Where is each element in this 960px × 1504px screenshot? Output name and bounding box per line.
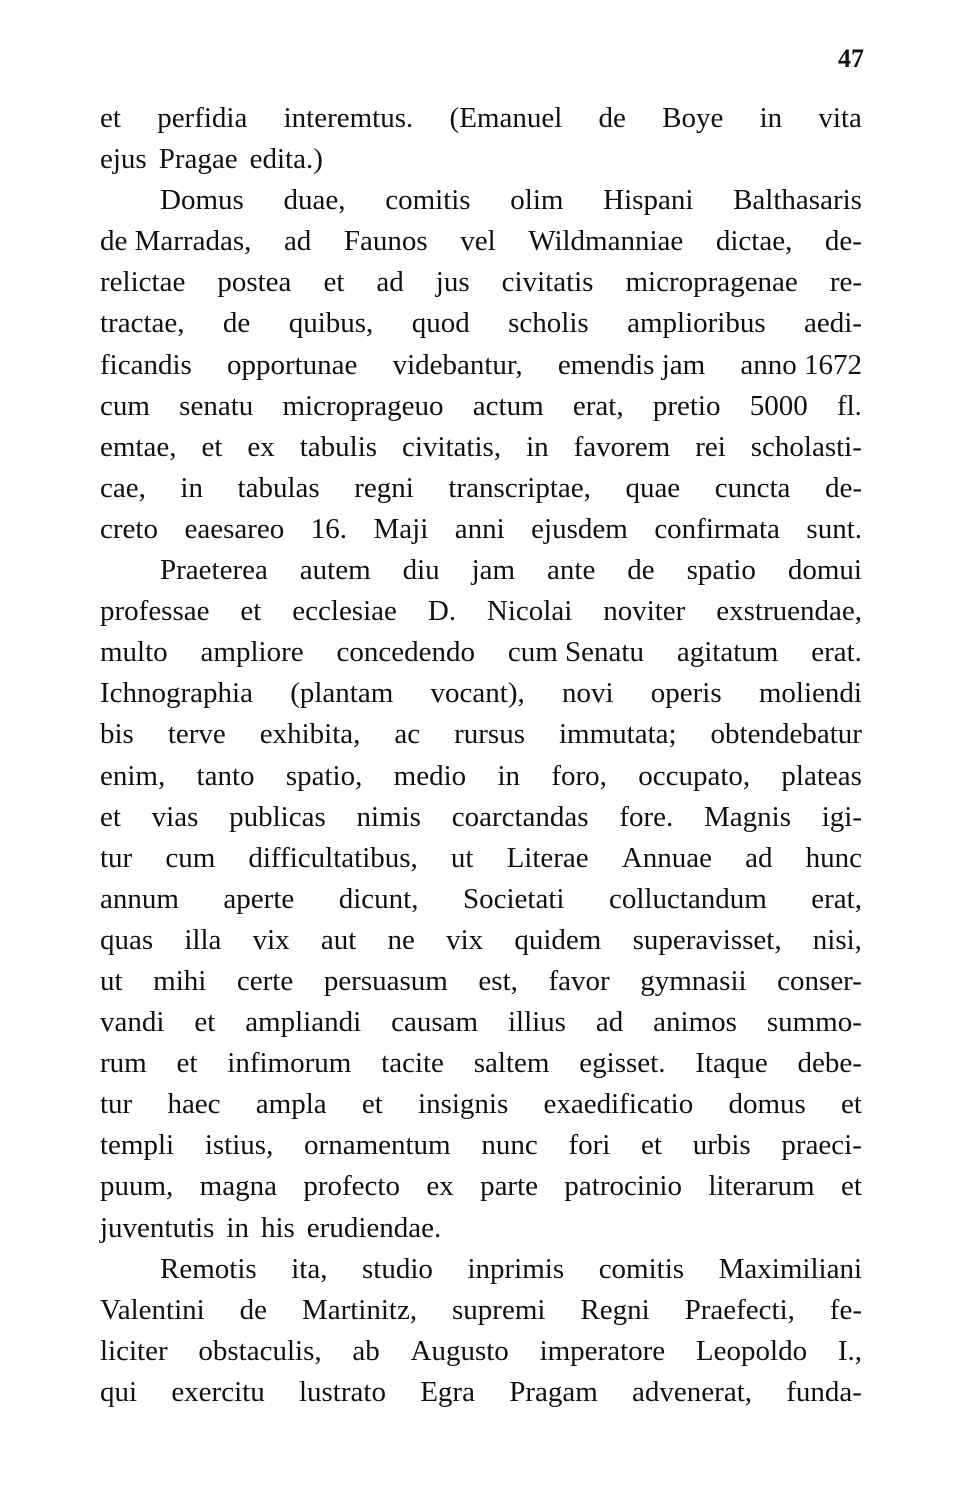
word: colluctandum [608, 882, 767, 915]
word: comitis [385, 184, 471, 217]
text-line [100, 1372, 862, 1413]
word: vandi [100, 1006, 165, 1039]
word: coarctandas [451, 800, 589, 833]
word: vix [446, 923, 484, 956]
word: micropragenae [625, 266, 798, 299]
word: Hispani [603, 184, 694, 217]
text-line [100, 1249, 862, 1290]
word: exaedificatio [543, 1088, 694, 1121]
word: Magnis [703, 800, 791, 833]
word: et [361, 1088, 383, 1121]
word: in [180, 471, 203, 504]
word: (plantam [290, 677, 394, 710]
text-line [100, 1290, 862, 1331]
word: multo [100, 636, 168, 669]
word: Martinitz, [301, 1293, 418, 1326]
word: postea [217, 266, 292, 299]
word: fori [568, 1129, 611, 1162]
word: puum, [100, 1170, 174, 1203]
word: et [841, 1088, 862, 1121]
text-line [100, 1166, 862, 1207]
word: terve [167, 718, 226, 751]
word: comitis [598, 1252, 685, 1285]
word: domus [728, 1088, 806, 1121]
word: in [497, 759, 521, 792]
text-line [100, 468, 862, 509]
word: ne [387, 923, 415, 956]
word: certe [236, 964, 294, 997]
word: ecclesiae [292, 595, 397, 628]
word: Faunos [343, 225, 428, 258]
word: haec [167, 1088, 221, 1121]
word: Nicolai [486, 595, 573, 628]
word: erat, [572, 389, 624, 422]
word: occupato, [638, 759, 751, 792]
word: amplioribus [627, 307, 766, 340]
word: Boye [662, 102, 724, 134]
word: ad [745, 841, 773, 874]
text-line [100, 838, 862, 879]
word: istius, [204, 1129, 274, 1162]
word: Literae [506, 841, 589, 874]
word: tur [100, 841, 133, 874]
word: Regni [580, 1293, 650, 1326]
word: imperatore [539, 1334, 666, 1367]
word: de- [824, 471, 862, 504]
word: emtae, [100, 430, 177, 463]
word: inprimis [467, 1252, 565, 1285]
word: et [201, 430, 223, 463]
word: Remotis [160, 1252, 257, 1285]
word: nisi, [812, 923, 862, 956]
text-line [100, 879, 862, 920]
text-line [100, 714, 862, 755]
text-line [100, 303, 862, 344]
word: ampliandi [245, 1006, 362, 1039]
word: vias [151, 800, 199, 833]
text-line [100, 961, 862, 1002]
word: hunc [805, 841, 862, 874]
word: dictae, [715, 225, 793, 258]
word: quod [411, 307, 470, 340]
word: ab [352, 1334, 380, 1367]
word: in [526, 430, 549, 463]
text-line [100, 1331, 862, 1372]
word: erat, [811, 882, 862, 915]
word: foro, [551, 759, 607, 792]
word: de Marradas, [100, 225, 252, 258]
word: exhibita, [259, 718, 361, 751]
word: igi- [821, 800, 862, 833]
text-line [100, 509, 862, 550]
word: transcriptae, [448, 471, 591, 504]
word: ex [426, 1170, 454, 1203]
word: rum [100, 1047, 147, 1080]
word: et [100, 800, 121, 833]
word: bis [100, 718, 134, 751]
word: patrocinio [564, 1170, 682, 1203]
word: enim, [100, 759, 166, 792]
word: regni [354, 471, 414, 504]
word: Wildmanniae [528, 225, 684, 258]
word: quas [100, 923, 154, 956]
word: 16. [310, 512, 347, 545]
word: eaesareo [184, 512, 285, 545]
word: ejus [100, 143, 147, 176]
word: jam [471, 554, 516, 587]
word: cum Senatu [507, 636, 644, 669]
word: tacite [381, 1047, 444, 1080]
word: rei [695, 430, 726, 463]
word: et [840, 1170, 862, 1203]
word: spatio, [285, 759, 363, 792]
word: scholis [508, 307, 589, 340]
word: liciter [100, 1334, 168, 1367]
word: tur [100, 1088, 133, 1121]
word: pretio [652, 389, 721, 422]
word: medio [393, 759, 467, 792]
word: ut [100, 964, 123, 997]
body-text [100, 98, 862, 1413]
word: Maximiliani [718, 1252, 862, 1285]
word: templi [100, 1129, 175, 1162]
word: jus [435, 266, 470, 299]
word: videbantur, [392, 348, 523, 381]
word: de [239, 1293, 267, 1326]
word: ornamentum [304, 1129, 451, 1162]
word: Egra [420, 1375, 475, 1408]
word: plateas [781, 759, 862, 792]
text-line [100, 1084, 862, 1125]
word: erudiendae. [306, 1211, 442, 1244]
word: et [323, 266, 345, 299]
word: fl. [836, 389, 862, 422]
word: debe- [797, 1047, 862, 1080]
word: concedendo [336, 636, 475, 669]
word: conser- [777, 964, 862, 997]
word: Societati [462, 882, 565, 915]
text-line [100, 1043, 862, 1084]
word: D. [427, 595, 457, 628]
word: moliendi [758, 677, 862, 710]
word: aperte [223, 882, 295, 915]
word: Domus [160, 184, 244, 217]
text-line [100, 221, 862, 262]
word: agitatum [676, 636, 779, 669]
word: Praefecti, [684, 1293, 795, 1326]
word: novi [561, 677, 614, 710]
word: erat. [811, 636, 862, 669]
word: confirmata [654, 512, 780, 545]
word: operis [650, 677, 722, 710]
text-line [100, 1002, 862, 1043]
word: autem [299, 554, 371, 587]
text-line [100, 1125, 862, 1166]
word: microprageuo [282, 389, 444, 422]
word: aedi- [804, 307, 862, 340]
text-line [100, 632, 862, 673]
word: infimorum [227, 1047, 352, 1080]
word: difficultatibus, [248, 841, 418, 874]
word: Praeterea [160, 554, 268, 587]
word: noviter [603, 595, 686, 628]
word: creto [100, 512, 158, 545]
word: in [226, 1211, 249, 1244]
word: funda- [786, 1375, 862, 1408]
word: Ichnographia [100, 677, 253, 710]
word: sunt. [806, 512, 862, 545]
word: fe- [829, 1293, 862, 1326]
word: magna [199, 1170, 277, 1203]
word: egisset. [579, 1047, 666, 1080]
word: nunc [481, 1129, 538, 1162]
text-line [100, 427, 862, 468]
word: superavisset, [632, 923, 782, 956]
word: professae [100, 595, 210, 628]
word: opportunae [226, 348, 358, 381]
word: gymnasii [640, 964, 747, 997]
word: et [641, 1129, 662, 1162]
word: et [100, 102, 121, 134]
word: parte [480, 1170, 539, 1203]
word: est, [478, 964, 518, 997]
word: Annuae [621, 841, 712, 874]
text-line [100, 673, 862, 714]
word: Augusto [410, 1334, 509, 1367]
text-line [100, 262, 862, 303]
text-line [100, 756, 862, 797]
word: vocant), [430, 677, 525, 710]
text-line [100, 139, 862, 180]
word: Pragam [509, 1375, 598, 1408]
word: tanto [196, 759, 255, 792]
text-line [100, 386, 862, 427]
word: olim [510, 184, 564, 217]
word: domui [787, 554, 862, 587]
word: studio [362, 1252, 433, 1285]
word: ampliore [200, 636, 304, 669]
word: scholasti- [750, 430, 862, 463]
word: ad [595, 1006, 624, 1039]
word: dicunt, [338, 882, 419, 915]
word: et [240, 595, 262, 628]
word: aut [320, 923, 357, 956]
word: ita, [291, 1252, 328, 1285]
word: perfidia [157, 102, 248, 134]
word: Valentini [100, 1293, 205, 1326]
word: his [260, 1211, 295, 1244]
word: qui [100, 1375, 138, 1408]
word: Itaque [695, 1047, 768, 1080]
word: et [194, 1006, 216, 1039]
word: ut [450, 841, 474, 874]
word: actum [472, 389, 544, 422]
word: obstaculis, [198, 1334, 322, 1367]
word: (Emanuel [449, 102, 563, 134]
word: rursus [454, 718, 525, 751]
word: vix [252, 923, 290, 956]
word: cum [100, 389, 150, 422]
word: exstruendae, [716, 595, 862, 628]
word: duae, [283, 184, 346, 217]
word: 5000 [749, 389, 808, 422]
word: senatu [179, 389, 254, 422]
text-line [100, 98, 862, 139]
text-line [100, 345, 862, 386]
word: diu [402, 554, 440, 587]
word: immutata; [558, 718, 677, 751]
word: tabulis [299, 430, 378, 463]
word: juventutis [100, 1211, 215, 1244]
word: exercitu [171, 1375, 265, 1408]
word: fore. [619, 800, 674, 833]
word: profecto [303, 1170, 400, 1203]
word: mihi [153, 964, 207, 997]
word: de [598, 102, 626, 134]
word: vita [818, 102, 862, 134]
word: annum [100, 882, 179, 915]
word: ampla [255, 1088, 327, 1121]
word: lustrato [298, 1375, 386, 1408]
word: ad [283, 225, 312, 258]
word: cae, [100, 471, 146, 504]
text-line [100, 591, 862, 632]
word: interemtus. [283, 102, 414, 134]
word: de [627, 554, 655, 587]
word: publicas [229, 800, 326, 833]
word: saltem [473, 1047, 550, 1080]
word: nimis [356, 800, 421, 833]
word: ac [394, 718, 421, 751]
word: spatio [686, 554, 756, 587]
word: literarum [708, 1170, 815, 1203]
text-line [100, 550, 862, 591]
word: ante [547, 554, 596, 587]
word: tabulas [237, 471, 320, 504]
word: re- [829, 266, 862, 299]
word: quidem [514, 923, 602, 956]
word: praeci- [781, 1129, 862, 1162]
word: favor [548, 964, 610, 997]
word: supremi [452, 1293, 546, 1326]
word: relictae [100, 266, 186, 299]
word: advenerat, [632, 1375, 752, 1408]
word: civitatis [501, 266, 594, 299]
word: anni [454, 512, 505, 545]
word: persuasum [323, 964, 448, 997]
word: ex [247, 430, 275, 463]
word: ad [376, 266, 404, 299]
word: illa [184, 923, 222, 956]
word: urbis [692, 1129, 751, 1162]
word: insignis [418, 1088, 509, 1121]
word: in [759, 102, 783, 134]
word: tractae, [100, 307, 185, 340]
word: de [222, 307, 251, 340]
word: obtendebatur [710, 718, 862, 751]
word: Pragae [158, 143, 238, 176]
word: civitatis, [402, 430, 502, 463]
word: anno 1672 [740, 348, 862, 381]
word: illius [507, 1006, 566, 1039]
text-line [100, 1208, 862, 1249]
word: cuncta [714, 471, 791, 504]
page-number: 47 [838, 44, 864, 73]
word: emendis jam [557, 348, 706, 381]
word: I., [837, 1334, 862, 1367]
text-line [100, 180, 862, 221]
word: favorem [573, 430, 671, 463]
word: et [176, 1047, 198, 1080]
word: Balthasaris [733, 184, 862, 217]
word: animos [653, 1006, 737, 1039]
word: de- [824, 225, 862, 258]
word: quae [625, 471, 681, 504]
word: ejusdem [531, 512, 628, 545]
word: vel [460, 225, 496, 258]
word: summo- [766, 1006, 862, 1039]
word: ficandis [100, 348, 192, 381]
word: edita.) [249, 143, 323, 176]
text-line [100, 797, 862, 838]
word: Maji [373, 512, 429, 545]
word: causam [391, 1006, 479, 1039]
word: Leopoldo [695, 1334, 808, 1367]
word: cum [165, 841, 216, 874]
text-line [100, 920, 862, 961]
word: quibus, [288, 307, 374, 340]
